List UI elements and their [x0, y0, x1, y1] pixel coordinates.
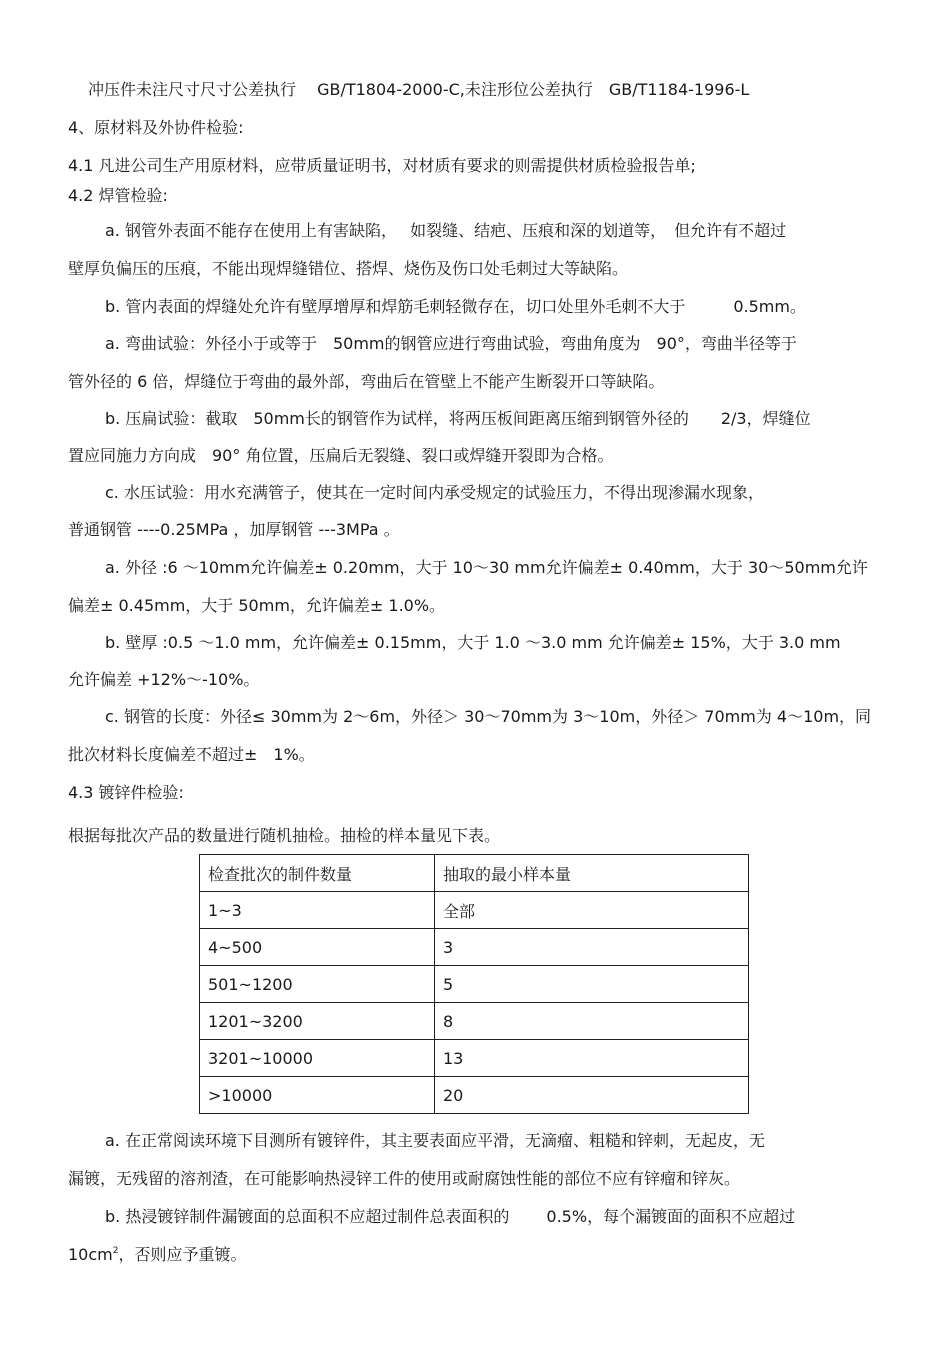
table-cell: 3201~10000 — [200, 1040, 435, 1077]
text-line: c. 水压试验：用水充满管子，使其在一定时间内承受规定的试验压力，不得出现渗漏水现象， — [105, 483, 764, 502]
text-line: 壁厚负偏压的压痕，不能出现焊缝错位、搭焊、烧伤及伤口处毛刺过大等缺陷。 — [68, 259, 629, 278]
text-line: 批次材料长度偏差不超过± 1%。 — [68, 745, 315, 764]
table-cell: 1201~3200 — [200, 1003, 435, 1040]
section-heading: 4.3 镀锌件检验: — [68, 783, 184, 802]
table-header-cell: 抽取的最小样本量 — [435, 855, 749, 892]
section-heading: 4.2 焊管检验: — [68, 186, 168, 205]
text-line: a. 外径 :6 ～10mm允许偏差± 0.20mm，大于 10～30 mm允许偏差± 0.40mm，大于 30～50mm允许 — [105, 558, 868, 577]
table-cell: 全部 — [435, 892, 749, 929]
table-row — [200, 1003, 749, 1040]
text-line: 管外径的 6 倍，焊缝位于弯曲的最外部，弯曲后在管壁上不能产生断裂开口等缺陷。 — [68, 372, 665, 391]
table-row — [200, 1077, 749, 1114]
text-line: 普通钢管 ----0.25MPa ，加厚钢管 ---3MPa 。 — [68, 520, 400, 539]
text-line: 置应同施力方向成 90° 角位置，压扁后无裂缝、裂口或焊缝开裂即为合格。 — [68, 446, 614, 465]
text-line: a. 钢管外表面不能存在使用上有害缺陷， 如裂缝、结疤、压痕和深的划道等， 但允许有不超过 — [105, 221, 787, 240]
sample-size-table — [199, 854, 749, 1114]
text-line: 根据每批次产品的数量进行随机抽检。抽检的样本量见下表。 — [68, 826, 501, 845]
text-line: b. 壁厚 :0.5 ～1.0 mm，允许偏差± 0.15mm，大于 1.0 ～3.0 mm 允许偏差± 15%，大于 3.0 mm — [105, 633, 841, 652]
text-line — [68, 1245, 247, 1265]
table-row — [200, 966, 749, 1003]
table-header-cell: 检查批次的制件数量 — [200, 855, 435, 892]
table-cell: 4~500 — [200, 929, 435, 966]
text-line: b. 管内表面的焊缝处允许有壁厚增厚和焊筋毛刺轻微存在，切口处里外毛刺不大于 0.5mm。 — [105, 297, 806, 316]
table-cell: 20 — [435, 1077, 749, 1114]
text-line: 偏差± 0.45mm，大于 50mm，允许偏差± 1.0%。 — [68, 596, 446, 615]
table-row — [200, 892, 749, 929]
text-line: a. 弯曲试验：外径小于或等于 50mm的钢管应进行弯曲试验，弯曲角度为 90°，弯曲半径等于 — [105, 334, 797, 353]
table-cell: 3 — [435, 929, 749, 966]
area-value: 10cm — [68, 1245, 113, 1264]
section-heading: 4、原材料及外协件检验: — [68, 118, 244, 137]
text-line: 4.1 凡进公司生产用原材料，应带质量证明书，对材质有要求的则需提供材质检验报告单; — [68, 156, 696, 175]
table-cell: 8 — [435, 1003, 749, 1040]
table-row — [200, 929, 749, 966]
text-line: a. 在正常阅读环境下目测所有镀锌件，其主要表面应平滑，无滴瘤、粗糙和锌刺，无起皮，无 — [105, 1131, 765, 1150]
superscript: 2 — [112, 1246, 119, 1256]
text-line: 允许偏差 +12%～-10%。 — [68, 670, 260, 689]
text-tail: ，否则应予重镀。 — [118, 1245, 247, 1264]
table-row — [200, 1040, 749, 1077]
table-cell: >10000 — [200, 1077, 435, 1114]
table-cell: 501~1200 — [200, 966, 435, 1003]
table-cell: 13 — [435, 1040, 749, 1077]
text-line: b. 热浸镀锌制件漏镀面的总面积不应超过制件总表面积的 0.5%，每个漏镀面的面积不应超过 — [105, 1207, 796, 1226]
text-line: c. 钢管的长度：外径≤ 30mm为 2～6m，外径＞ 30～70mm为 3～10m，外径＞ 70mm为 4～10m，同 — [105, 707, 872, 726]
table-cell: 5 — [435, 966, 749, 1003]
text-line: 冲压件未注尺寸尺寸公差执行 GB/T1804-2000-C,未注形位公差执行 GB/T1184-1996-L — [88, 80, 750, 99]
text-line: 漏镀，无残留的溶剂渣，在可能影响热浸锌工件的使用或耐腐蚀性能的部位不应有锌瘤和锌灰。 — [68, 1169, 741, 1188]
text-line: b. 压扁试验：截取 50mm长的钢管作为试样，将两压板间距离压缩到钢管外径的 2/3，焊缝位 — [105, 409, 811, 428]
table-header-row — [200, 855, 749, 892]
table-cell: 1~3 — [200, 892, 435, 929]
